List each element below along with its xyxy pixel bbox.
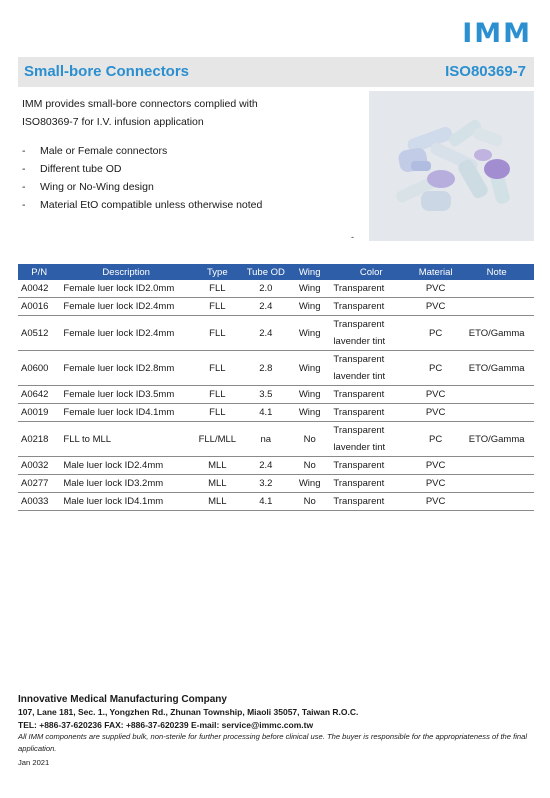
color-line: Transparent [333,478,385,489]
cell-tube-od: 2.4 [243,457,289,475]
color-line: Transparent [333,460,385,471]
cell-description: Male luer lock ID2.4mm [60,457,192,475]
cell-pn: A0033 [18,493,60,511]
cell-note [459,404,534,422]
cell-pn: A0042 [18,280,60,298]
cell-color [330,316,412,351]
header-note: Note [459,264,534,280]
cell-note: ETO/Gamma [459,351,534,386]
connectors-illustration [369,91,534,241]
cell-wing: Wing [289,351,331,386]
cell-type: FLL [192,316,243,351]
feature-text: Male or Female connectors [40,145,168,157]
header-type: Type [192,264,243,280]
title-band [18,57,534,87]
cell-wing: Wing [289,404,331,422]
cell-material: PVC [412,386,459,404]
cell-type: FLL [192,280,243,298]
cell-tube-od: 3.5 [243,386,289,404]
cell-material: PC [412,422,459,457]
cell-tube-od: 4.1 [243,404,289,422]
cell-color [330,457,412,475]
cell-material: PVC [412,475,459,493]
cell-description: Female luer lock ID2.4mm [60,316,192,351]
connector-spec-table [18,264,534,511]
cell-description: Female luer lock ID4.1mm [60,404,192,422]
cell-wing: No [289,493,331,511]
header-material: Material [412,264,459,280]
cell-note: ETO/Gamma [459,316,534,351]
cell-note: ETO/Gamma [459,422,534,457]
cell-material: PC [412,351,459,386]
cell-wing: Wing [289,475,331,493]
feature-list [22,142,342,214]
table-row [18,386,534,404]
cell-pn: A0218 [18,422,60,457]
cell-type: FLL [192,386,243,404]
feature-item: - Different tube OD [22,163,122,175]
header-color: Color [330,264,412,280]
feature-item: - Material EtO compatible unless otherwise noted [22,199,263,211]
table-row [18,475,534,493]
feature-text: Wing or No-Wing design [40,181,154,193]
cell-note [459,386,534,404]
table-body [18,280,534,511]
cell-description: Male luer lock ID4.1mm [60,493,192,511]
cell-description: Female luer lock ID2.0mm [60,280,192,298]
table-header-row [18,264,534,280]
cell-material: PVC [412,493,459,511]
color-line: Transparent [333,496,385,507]
table-row [18,316,534,351]
cell-color [330,280,412,298]
color-line: lavender tint [333,442,386,453]
color-line: Transparent [333,283,385,294]
cell-tube-od: 2.8 [243,351,289,386]
cell-color [330,475,412,493]
cell-tube-od: 4.1 [243,493,289,511]
cell-note [459,457,534,475]
company-name: Innovative Medical Manufacturing Company [18,694,227,705]
cell-type: MLL [192,493,243,511]
cell-description: Female luer lock ID2.4mm [60,298,192,316]
header-pn: P/N [18,264,60,280]
table-row [18,493,534,511]
color-line: Transparent [333,407,385,418]
company-address: 107, Lane 181, Sec. 1., Yongzhen Rd., Zhunan Township, Miaoli 35057, Taiwan R.O.C. [18,707,359,717]
header-tube-od: Tube OD [243,264,289,280]
cell-description: Female luer lock ID2.8mm [60,351,192,386]
color-line: lavender tint [333,371,386,382]
cell-type: FLL [192,298,243,316]
table-row [18,404,534,422]
cell-tube-od: 3.2 [243,475,289,493]
cell-type: FLL [192,351,243,386]
footer [18,693,534,770]
cell-material: PVC [412,298,459,316]
cell-tube-od: 2.4 [243,316,289,351]
cell-wing: Wing [289,386,331,404]
table-row [18,422,534,457]
cell-pn: A0032 [18,457,60,475]
cell-pn: A0600 [18,351,60,386]
cell-material: PVC [412,280,459,298]
intro-line: ISO80369-7 for I.V. infusion application [22,116,204,128]
intro-line: IMM provides small-bore connectors complied with [22,98,258,110]
cell-wing: Wing [289,298,331,316]
header-wing: Wing [289,264,331,280]
intro-text [22,95,342,131]
cell-color [330,386,412,404]
cell-tube-od: na [243,422,289,457]
cell-color [330,298,412,316]
cell-note [459,493,534,511]
header-description: Description [60,264,192,280]
cell-wing: No [289,457,331,475]
cell-type: FLL/MLL [192,422,243,457]
cell-tube-od: 2.0 [243,280,289,298]
feature-text: Different tube OD [40,163,122,175]
cell-pn: A0512 [18,316,60,351]
cell-material: PVC [412,404,459,422]
feature-item: - Wing or No-Wing design [22,181,154,193]
cell-wing: No [289,422,331,457]
cell-note [459,475,534,493]
imm-logo: IMM [462,18,532,49]
table-row [18,298,534,316]
cell-pn: A0277 [18,475,60,493]
cell-wing: Wing [289,316,331,351]
feature-text: Material EtO compatible unless otherwise noted [40,199,263,211]
cell-pn: A0019 [18,404,60,422]
color-line: Transparent [333,354,385,365]
cell-wing: Wing [289,280,331,298]
color-line: Transparent [333,389,385,400]
color-line: Transparent [333,425,385,436]
cell-color [330,493,412,511]
cell-material: PC [412,316,459,351]
cell-note [459,280,534,298]
cell-tube-od: 2.4 [243,298,289,316]
cell-pn: A0016 [18,298,60,316]
cell-pn: A0642 [18,386,60,404]
cell-type: MLL [192,457,243,475]
color-line: Transparent [333,301,385,312]
cell-type: FLL [192,404,243,422]
cell-description: Male luer lock ID3.2mm [60,475,192,493]
color-line: lavender tint [333,336,386,347]
disclaimer: All IMM components are supplied bulk, non-sterile for further processing before clinical use. The buyer is responsible for the appropriateness of the final application. [18,732,528,753]
standard-label: ISO80369-7 [445,63,526,80]
page-title: Small-bore Connectors [24,63,190,80]
company-contact: TEL: +886-37-620236 FAX: +886-37-620239 E-mail: service@immc.com.tw [18,719,314,730]
cell-note [459,298,534,316]
image-caption: - [351,232,354,242]
cell-color [330,422,412,457]
color-line: Transparent [333,319,385,330]
table-row [18,280,534,298]
cell-material: PVC [412,457,459,475]
cell-type: MLL [192,475,243,493]
table-row [18,457,534,475]
cell-color [330,351,412,386]
cell-description: FLL to MLL [60,422,192,457]
cell-color [330,404,412,422]
table-row [18,351,534,386]
product-photo [369,91,534,241]
revision-date: Jan 2021 [18,758,50,767]
cell-description: Female luer lock ID3.5mm [60,386,192,404]
feature-item: - Male or Female connectors [22,145,168,157]
